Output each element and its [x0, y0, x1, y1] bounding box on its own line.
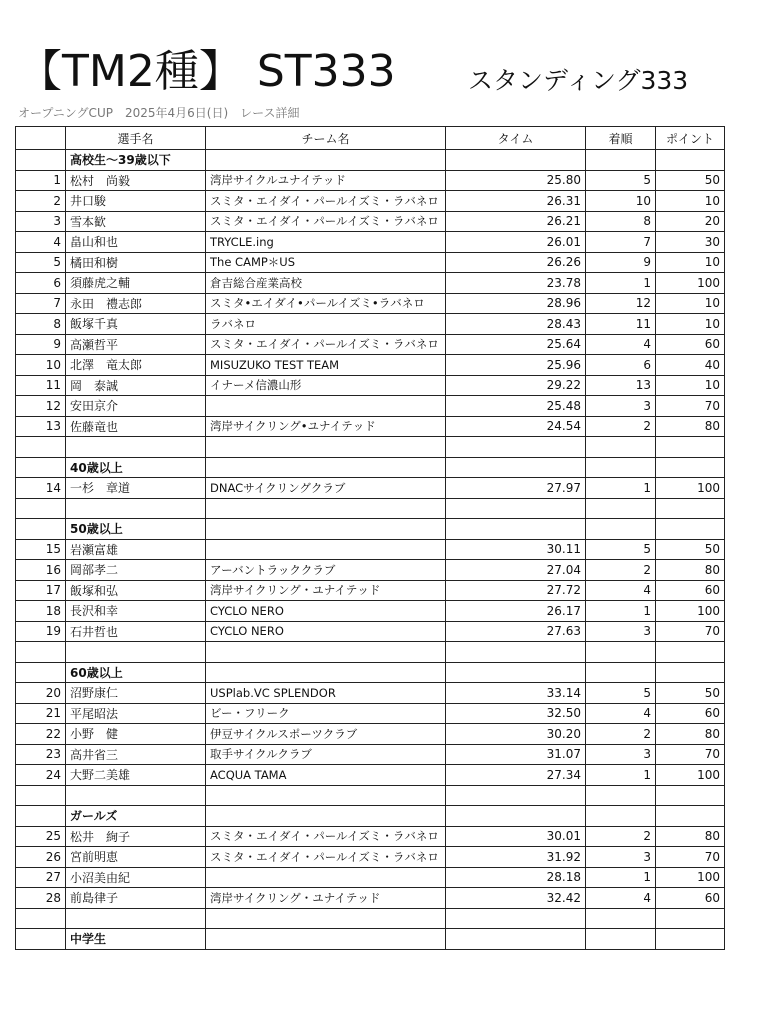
rider-name: 前島律子 [66, 888, 206, 909]
team-name: スミタ・エイダイ・パールイズミ・ラバネロ [206, 191, 446, 212]
team-name: スミタ・エイダイ・パールイズミ・ラバネロ [206, 826, 446, 847]
points-value: 10 [656, 293, 725, 314]
empty-cell [206, 519, 446, 540]
table-row [16, 765, 725, 786]
rider-number: 21 [16, 703, 66, 724]
table-row [16, 191, 725, 212]
rider-number: 1 [16, 170, 66, 191]
points-value: 70 [656, 396, 725, 417]
empty-cell [446, 785, 586, 806]
time-value: 25.80 [446, 170, 586, 191]
rider-number: 2 [16, 191, 66, 212]
group-name: ガールズ [66, 806, 206, 827]
points-value: 50 [656, 683, 725, 704]
column-header-rank: 着順 [586, 127, 656, 150]
points-value: 10 [656, 252, 725, 273]
rider-name: 松井 絢子 [66, 826, 206, 847]
empty-cell [446, 806, 586, 827]
team-name: TRYCLE.ing [206, 232, 446, 253]
empty-cell [206, 929, 446, 950]
rank-value: 9 [586, 252, 656, 273]
empty-cell [446, 929, 586, 950]
rider-number: 11 [16, 375, 66, 396]
empty-cell [446, 908, 586, 929]
time-value: 29.22 [446, 375, 586, 396]
points-value: 60 [656, 703, 725, 724]
empty-cell [446, 437, 586, 458]
time-value: 24.54 [446, 416, 586, 437]
rider-name: 沼野康仁 [66, 683, 206, 704]
time-value: 27.72 [446, 580, 586, 601]
team-name [206, 867, 446, 888]
rank-value: 6 [586, 355, 656, 376]
group-header-row [16, 806, 725, 827]
empty-cell [586, 150, 656, 171]
empty-cell [446, 662, 586, 683]
rider-name: 岩瀬富雄 [66, 539, 206, 560]
table-row [16, 375, 725, 396]
page-title-sub: スタンディング333 [468, 66, 689, 95]
page-title: 【TM2種】 ST333 [18, 46, 396, 97]
rank-value: 13 [586, 375, 656, 396]
empty-cell [446, 498, 586, 519]
group-header-row [16, 519, 725, 540]
empty-cell [656, 498, 725, 519]
group-name: 高校生～39歳以下 [66, 150, 206, 171]
empty-cell [16, 806, 66, 827]
team-name: DNACサイクリングクラブ [206, 478, 446, 499]
rider-name: 平尾昭法 [66, 703, 206, 724]
table-row [16, 826, 725, 847]
points-value: 60 [656, 580, 725, 601]
rider-number: 3 [16, 211, 66, 232]
empty-cell [656, 642, 725, 663]
time-value: 33.14 [446, 683, 586, 704]
empty-cell [656, 437, 725, 458]
rank-value: 3 [586, 621, 656, 642]
rider-name: 松村 尚毅 [66, 170, 206, 191]
empty-cell [16, 457, 66, 478]
table-row [16, 744, 725, 765]
rider-number: 10 [16, 355, 66, 376]
results-table [15, 126, 725, 950]
rider-number: 26 [16, 847, 66, 868]
rank-value: 5 [586, 683, 656, 704]
table-row [16, 396, 725, 417]
points-value: 80 [656, 826, 725, 847]
table-row [16, 724, 725, 745]
empty-cell [206, 908, 446, 929]
table-row [16, 232, 725, 253]
time-value: 27.04 [446, 560, 586, 581]
empty-cell [16, 785, 66, 806]
rider-name: 飯塚千真 [66, 314, 206, 335]
rank-value: 10 [586, 191, 656, 212]
group-header-row [16, 150, 725, 171]
team-name: CYCLO NERO [206, 621, 446, 642]
points-value: 50 [656, 170, 725, 191]
table-row [16, 601, 725, 622]
team-name: 湾岸サイクリング・ユナイテッド [206, 888, 446, 909]
points-value: 100 [656, 601, 725, 622]
points-value: 10 [656, 191, 725, 212]
table-row [16, 478, 725, 499]
team-name: 伊豆サイクルスポーツクラブ [206, 724, 446, 745]
empty-cell [206, 662, 446, 683]
rank-value: 12 [586, 293, 656, 314]
table-row [16, 211, 725, 232]
team-name: 倉吉総合産業高校 [206, 273, 446, 294]
table-header-row [16, 127, 725, 150]
empty-cell [66, 908, 206, 929]
rank-value: 3 [586, 396, 656, 417]
rider-number: 6 [16, 273, 66, 294]
rider-number: 27 [16, 867, 66, 888]
empty-cell [16, 642, 66, 663]
rider-name: 北澤 竜太郎 [66, 355, 206, 376]
team-name: The CAMP＊US [206, 252, 446, 273]
points-value: 80 [656, 724, 725, 745]
empty-cell [206, 806, 446, 827]
empty-cell [656, 929, 725, 950]
empty-cell [586, 642, 656, 663]
rank-value: 4 [586, 334, 656, 355]
empty-cell [66, 498, 206, 519]
empty-cell [16, 519, 66, 540]
table-row [16, 867, 725, 888]
team-name: スミタ・エイダイ・パールイズミ・ラバネロ [206, 334, 446, 355]
table-row [16, 273, 725, 294]
time-value: 32.50 [446, 703, 586, 724]
empty-cell [446, 519, 586, 540]
group-header-row [16, 662, 725, 683]
empty-cell [656, 519, 725, 540]
time-value: 27.63 [446, 621, 586, 642]
rider-name: 小野 健 [66, 724, 206, 745]
team-name: 湾岸サイクリング・ユナイテッド [206, 580, 446, 601]
rider-name: 長沢和幸 [66, 601, 206, 622]
rider-name: 石井哲也 [66, 621, 206, 642]
team-name: ラバネロ [206, 314, 446, 335]
empty-cell [656, 662, 725, 683]
rider-name: 安田京介 [66, 396, 206, 417]
time-value: 23.78 [446, 273, 586, 294]
empty-cell [66, 642, 206, 663]
time-value: 26.21 [446, 211, 586, 232]
group-name: 中学生 [66, 929, 206, 950]
empty-cell [586, 457, 656, 478]
group-name: 50歳以上 [66, 519, 206, 540]
team-name [206, 539, 446, 560]
empty-cell [16, 908, 66, 929]
rider-number: 9 [16, 334, 66, 355]
empty-cell [586, 806, 656, 827]
time-value: 26.26 [446, 252, 586, 273]
rank-value: 1 [586, 601, 656, 622]
table-row [16, 539, 725, 560]
empty-cell [206, 150, 446, 171]
rider-number: 24 [16, 765, 66, 786]
team-name: スミタ・エイダイ・パールイズミ・ラバネロ [206, 211, 446, 232]
time-value: 26.31 [446, 191, 586, 212]
table-row [16, 170, 725, 191]
time-value: 25.48 [446, 396, 586, 417]
rider-name: 雪本歓 [66, 211, 206, 232]
points-value: 100 [656, 478, 725, 499]
empty-cell [586, 498, 656, 519]
rider-number: 17 [16, 580, 66, 601]
time-value: 28.43 [446, 314, 586, 335]
points-value: 70 [656, 621, 725, 642]
empty-cell [206, 642, 446, 663]
points-value: 20 [656, 211, 725, 232]
table-row [16, 560, 725, 581]
rider-number: 16 [16, 560, 66, 581]
empty-cell [206, 457, 446, 478]
table-row [16, 847, 725, 868]
rider-name: 小沼美由紀 [66, 867, 206, 888]
spacer-row [16, 785, 725, 806]
empty-cell [446, 457, 586, 478]
empty-cell [206, 785, 446, 806]
empty-cell [16, 662, 66, 683]
spacer-row [16, 498, 725, 519]
empty-cell [16, 437, 66, 458]
time-value: 26.17 [446, 601, 586, 622]
team-name: USPlab.VC SPLENDOR [206, 683, 446, 704]
team-name: ビー・フリーク [206, 703, 446, 724]
rider-name: 飯塚和弘 [66, 580, 206, 601]
table-row [16, 683, 725, 704]
rank-value: 8 [586, 211, 656, 232]
rider-number: 15 [16, 539, 66, 560]
points-value: 70 [656, 847, 725, 868]
empty-cell [16, 929, 66, 950]
time-value: 30.20 [446, 724, 586, 745]
rider-number: 22 [16, 724, 66, 745]
points-value: 100 [656, 273, 725, 294]
rider-name: 岡部孝二 [66, 560, 206, 581]
empty-cell [586, 662, 656, 683]
points-value: 80 [656, 416, 725, 437]
rank-value: 1 [586, 765, 656, 786]
rank-value: 5 [586, 539, 656, 560]
rider-name: 須藤虎之輔 [66, 273, 206, 294]
team-name [206, 396, 446, 417]
rank-value: 2 [586, 826, 656, 847]
table-row [16, 334, 725, 355]
spacer-row [16, 437, 725, 458]
empty-cell [206, 498, 446, 519]
empty-cell [586, 437, 656, 458]
rider-name: 橘田和樹 [66, 252, 206, 273]
rider-name: 高井省三 [66, 744, 206, 765]
empty-cell [586, 908, 656, 929]
column-header-team: チーム名 [206, 127, 446, 150]
rider-number: 20 [16, 683, 66, 704]
column-header-points: ポイント [656, 127, 725, 150]
points-value: 60 [656, 888, 725, 909]
points-value: 50 [656, 539, 725, 560]
team-name: 湾岸サイクルユナイテッド [206, 170, 446, 191]
table-row [16, 355, 725, 376]
empty-cell [586, 929, 656, 950]
rider-number: 23 [16, 744, 66, 765]
group-header-row [16, 929, 725, 950]
team-name: 取手サイクルクラブ [206, 744, 446, 765]
table-row [16, 416, 725, 437]
time-value: 30.01 [446, 826, 586, 847]
time-value: 27.34 [446, 765, 586, 786]
rank-value: 3 [586, 744, 656, 765]
rank-value: 2 [586, 416, 656, 437]
empty-cell [656, 908, 725, 929]
spacer-row [16, 642, 725, 663]
empty-cell [446, 150, 586, 171]
rider-name: 永田 禮志郎 [66, 293, 206, 314]
time-value: 31.07 [446, 744, 586, 765]
time-value: 32.42 [446, 888, 586, 909]
points-value: 30 [656, 232, 725, 253]
time-value: 25.96 [446, 355, 586, 376]
empty-cell [16, 498, 66, 519]
rank-value: 3 [586, 847, 656, 868]
rider-number: 28 [16, 888, 66, 909]
column-header-time: タイム [446, 127, 586, 150]
time-value: 28.18 [446, 867, 586, 888]
empty-cell [206, 437, 446, 458]
empty-cell [586, 519, 656, 540]
points-value: 80 [656, 560, 725, 581]
points-value: 60 [656, 334, 725, 355]
empty-cell [586, 785, 656, 806]
results-body [16, 150, 725, 950]
rider-name: 佐藤竜也 [66, 416, 206, 437]
team-name: スミタ•エイダイ•パールイズミ•ラバネロ [206, 293, 446, 314]
column-header-name: 選手名 [66, 127, 206, 150]
table-row [16, 314, 725, 335]
empty-cell [656, 150, 725, 171]
team-name: CYCLO NERO [206, 601, 446, 622]
rank-value: 11 [586, 314, 656, 335]
rank-value: 2 [586, 560, 656, 581]
time-value: 27.97 [446, 478, 586, 499]
points-value: 100 [656, 867, 725, 888]
table-row [16, 580, 725, 601]
rank-value: 1 [586, 273, 656, 294]
rank-value: 7 [586, 232, 656, 253]
rider-number: 25 [16, 826, 66, 847]
empty-cell [656, 457, 725, 478]
group-name: 40歳以上 [66, 457, 206, 478]
points-value: 10 [656, 314, 725, 335]
rider-name: 一杉 章道 [66, 478, 206, 499]
points-value: 40 [656, 355, 725, 376]
column-header-no [16, 127, 66, 150]
rider-name: 岡 泰誠 [66, 375, 206, 396]
table-row [16, 621, 725, 642]
rank-value: 4 [586, 888, 656, 909]
rider-number: 7 [16, 293, 66, 314]
time-value: 28.96 [446, 293, 586, 314]
time-value: 30.11 [446, 539, 586, 560]
points-value: 100 [656, 765, 725, 786]
empty-cell [66, 785, 206, 806]
empty-cell [446, 642, 586, 663]
team-name: アーバントラッククラブ [206, 560, 446, 581]
time-value: 25.64 [446, 334, 586, 355]
table-row [16, 703, 725, 724]
rank-value: 4 [586, 580, 656, 601]
rider-number: 12 [16, 396, 66, 417]
rider-number: 19 [16, 621, 66, 642]
rider-name: 井口駿 [66, 191, 206, 212]
rider-number: 5 [16, 252, 66, 273]
team-name: イナーメ信濃山形 [206, 375, 446, 396]
rank-value: 2 [586, 724, 656, 745]
rank-value: 4 [586, 703, 656, 724]
empty-cell [656, 785, 725, 806]
time-value: 26.01 [446, 232, 586, 253]
rider-name: 大野二美雄 [66, 765, 206, 786]
empty-cell [656, 806, 725, 827]
rank-value: 5 [586, 170, 656, 191]
rider-number: 8 [16, 314, 66, 335]
empty-cell [66, 437, 206, 458]
empty-cell [16, 150, 66, 171]
team-name: ACQUA TAMA [206, 765, 446, 786]
rider-number: 18 [16, 601, 66, 622]
rank-value: 1 [586, 478, 656, 499]
rider-number: 4 [16, 232, 66, 253]
table-row [16, 252, 725, 273]
rider-name: 高瀬哲平 [66, 334, 206, 355]
team-name: スミタ・エイダイ・パールイズミ・ラバネロ [206, 847, 446, 868]
rank-value: 1 [586, 867, 656, 888]
race-subtitle: オープニングCUP 2025年4月6日(日) レース詳細 [18, 106, 300, 120]
rider-name: 畠山和也 [66, 232, 206, 253]
points-value: 10 [656, 375, 725, 396]
group-header-row [16, 457, 725, 478]
spacer-row [16, 908, 725, 929]
table-row [16, 293, 725, 314]
rider-number: 14 [16, 478, 66, 499]
points-value: 70 [656, 744, 725, 765]
rider-number: 13 [16, 416, 66, 437]
group-name: 60歳以上 [66, 662, 206, 683]
table-row [16, 888, 725, 909]
team-name: 湾岸サイクリング•ユナイテッド [206, 416, 446, 437]
rider-name: 宮前明恵 [66, 847, 206, 868]
time-value: 31.92 [446, 847, 586, 868]
team-name: MISUZUKO TEST TEAM [206, 355, 446, 376]
